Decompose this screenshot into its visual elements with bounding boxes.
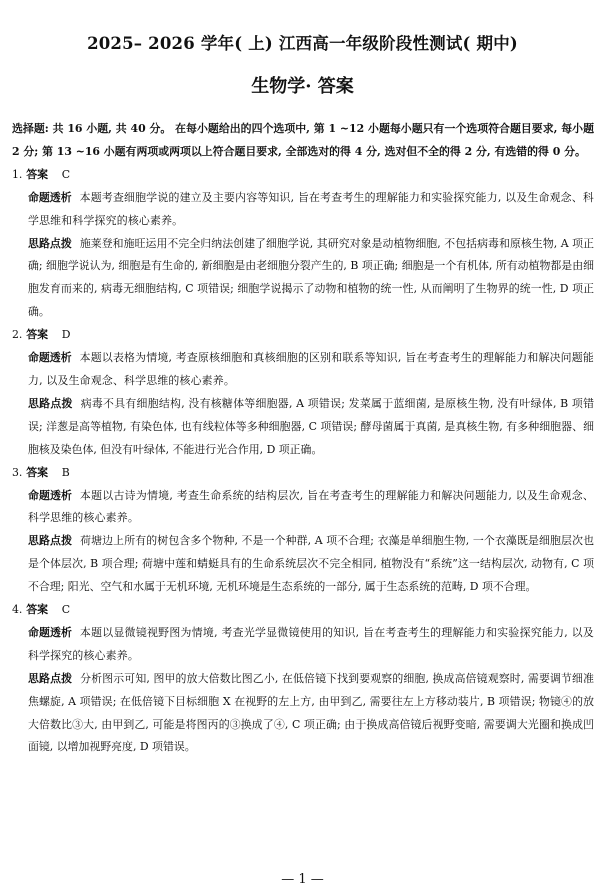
analysis-label: 思路点拨 xyxy=(28,396,73,410)
intent-paragraph xyxy=(12,347,594,393)
section-instructions: 选择题: 共 16 小题, 共 40 分。 在每小题给出的四个选项中, 第 1 ~12 小题每小题只有一个选项符合题目要求, 每小题 2 分; 第 13 ~16 小题有两项或两项以上符合题目要求, 全部选对的得 4 分, 选对但不全的得 2 分, 有选错的得 0 分。 xyxy=(12,122,594,158)
answer-label: 答案 xyxy=(26,328,48,342)
document-title: 2025– 2026 学年( 上) 江西高一年级阶段性测试( 期中) xyxy=(87,34,518,53)
intent-text: 本题以表格为情境, 考查原核细胞和真核细胞的区别和联系等知识, 旨在考查考生的理解能力和解决问题能力, 以及生命观念、科学思维的核心素养。 xyxy=(28,351,594,387)
intent-label: 命题透析 xyxy=(28,625,72,639)
answer-value: C xyxy=(61,167,71,181)
analysis-paragraph xyxy=(12,530,594,599)
question-number: 1. xyxy=(12,167,23,181)
analysis-text: 荷塘边上所有的树包含多个物种, 不是一个种群, A 项不合理; 衣藻是单细胞生物, 一个衣藻既是细胞层次也是个体层次, B 项合理; 荷塘中莲和蜻蜓具有的生命系统层次不完全相同, 植物没有“系统”这一结构层次, 动物有, C 项不合理; 阳光、空气和水属于无机环境, 无机环境是生态系统的一部分, 属于生态系统的范畴, D 项不合理。 xyxy=(28,534,594,594)
intent-text: 本题以显微镜视野图为情境, 考查光学显微镜使用的知识, 旨在考查考生的理解能力和实验探究能力, 以及科学探究的核心素养。 xyxy=(28,625,594,662)
question-block-2 xyxy=(12,324,594,461)
document-body xyxy=(12,118,594,759)
analysis-label: 思路点拨 xyxy=(28,671,73,685)
answer-label: 答案 xyxy=(26,167,48,181)
answer-label: 答案 xyxy=(26,465,48,479)
intent-label: 命题透析 xyxy=(28,488,72,502)
analysis-label: 思路点拨 xyxy=(28,534,73,548)
page-number: — 1 — xyxy=(281,872,324,887)
intent-text: 本题以古诗为情境, 考查生命系统的结构层次, 旨在考查考生的理解能力和解决问题能力, 以及生命观念、科学思维的核心素养。 xyxy=(28,488,594,525)
analysis-text: 分析图示可知, 图甲的放大倍数比图乙小, 在低倍镜下找到要观察的细胞, 换成高倍镜观察时, 需要调节细准焦螺旋, A 项错误; 在低倍镜下目标细胞 X 在视野的左上方, 由甲到乙, 需要往左上方移动装片, B 项错误; 物镜④的放大倍数比③大, 由甲到乙, 可能是将图丙的③换成了④, C 项正确; 由于换成高倍镜后视野变暗, 需要调大光圈和换成凹面镜, 以增加视野亮度, D 项错误。 xyxy=(28,671,594,754)
intent-paragraph xyxy=(12,622,594,668)
question-number: 2. xyxy=(12,328,23,342)
question-block-4 xyxy=(12,599,594,759)
question-block-1 xyxy=(12,164,594,324)
question-header xyxy=(12,164,594,187)
answer-value: D xyxy=(61,328,71,342)
analysis-text: 施莱登和施旺运用不完全归纳法创建了细胞学说, 其研究对象是动植物细胞, 不包括病毒和原核生物, A 项正确; 细胞学说认为, 细胞是有生命的, 新细胞是由老细胞分裂产生的, B 项正确; 细胞是一个有机体, 所有动植物都是由细胞发育而来的, 病毒无细胞结构, C 项错误; 细胞学说揭示了动物和植物的统一性, 从而阐明了生物界的统一性, D 项正确。 xyxy=(28,236,594,319)
analysis-text: 病毒不具有细胞结构, 没有核糖体等细胞器, A 项错误; 发菜属于蓝细菌, 是原核生物, 没有叶绿体, B 项错误; 洋葱是高等植物, 有染色体, 也有线粒体等多种细胞器, C 项错误; 酵母菌属于真菌, 是真核生物, 有多种细胞器、细胞核及染色体, 但没有叶绿体, 不能进行光合作用, D 项正确。 xyxy=(28,396,594,456)
document-subtitle: 生物学· 答案 xyxy=(251,76,354,97)
intent-paragraph xyxy=(12,485,594,531)
answer-value: B xyxy=(61,465,70,479)
intent-paragraph xyxy=(12,187,594,233)
question-header xyxy=(12,324,594,347)
answer-label: 答案 xyxy=(26,603,48,617)
question-number: 4. xyxy=(12,603,23,617)
question-number: 3. xyxy=(12,465,23,479)
answer-value: C xyxy=(61,603,71,617)
analysis-paragraph xyxy=(12,668,594,760)
analysis-paragraph xyxy=(12,393,594,462)
intent-label: 命题透析 xyxy=(28,190,72,204)
question-block-3 xyxy=(12,462,594,599)
intent-label: 命题透析 xyxy=(28,351,72,365)
analysis-paragraph xyxy=(12,233,594,325)
analysis-label: 思路点拨 xyxy=(28,236,72,250)
question-header xyxy=(12,462,594,485)
question-header xyxy=(12,599,594,622)
intent-text: 本题考查细胞学说的建立及主要内容等知识, 旨在考查考生的理解能力和实验探究能力, 以及生命观念、科学思维和科学探究的核心素养。 xyxy=(28,190,594,227)
